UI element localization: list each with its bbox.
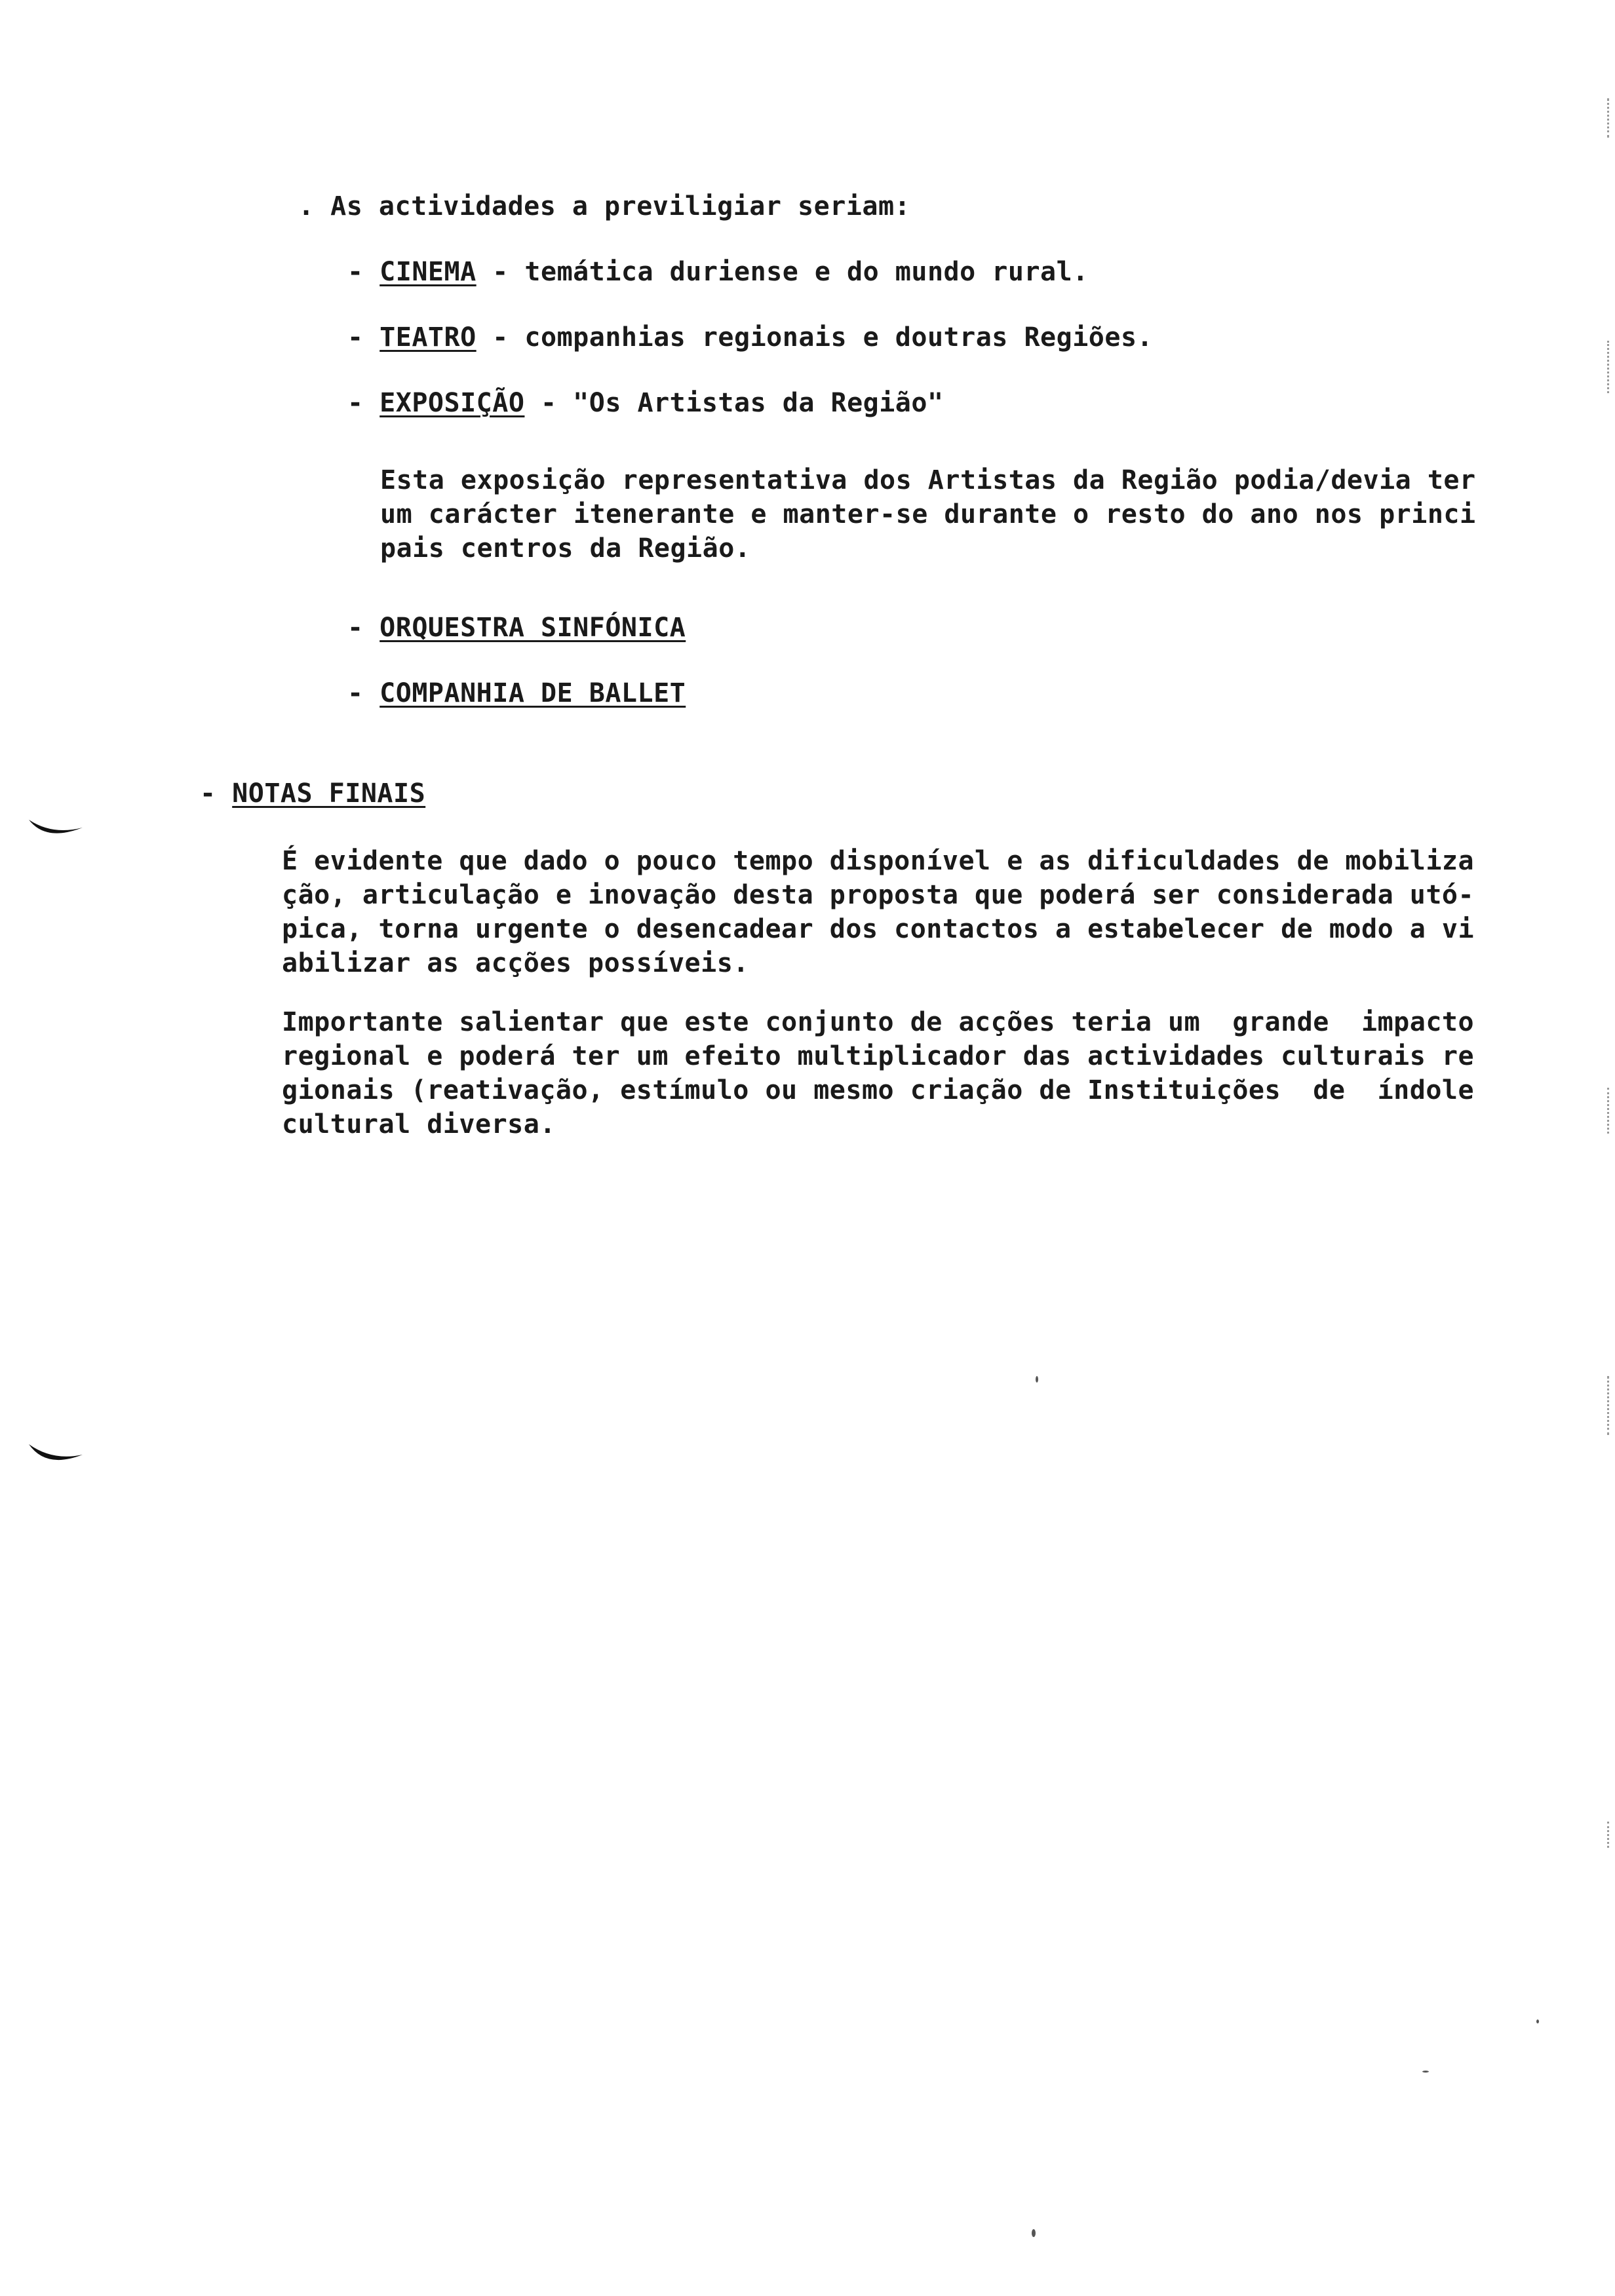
exposicao-note-line: pais centros da Região. bbox=[380, 533, 751, 564]
activities-intro: . As actividades a previligiar seriam: bbox=[298, 191, 911, 221]
activity-item-orquestra: - ORQUESTRA SINFÓNICA bbox=[347, 613, 686, 643]
final-notes-paragraph-line: pica, torna urgente o desencadear dos contactos a estabelecer de modo a vi bbox=[282, 914, 1475, 944]
activity-item-ballet: - COMPANHIA DE BALLET bbox=[347, 678, 686, 708]
scan-edge-mark bbox=[1607, 1376, 1612, 1435]
punch-hole-mark-bottom bbox=[26, 1442, 85, 1468]
activity-item-exposicao: - EXPOSIÇÃO - "Os Artistas da Região" bbox=[347, 388, 944, 418]
final-notes-paragraph-line: ção, articulação e inovação desta proposta que poderá ser considerada utó- bbox=[282, 880, 1475, 910]
punch-hole-mark-top bbox=[26, 816, 85, 842]
final-notes-paragraph-line: abilizar as acções possíveis. bbox=[282, 948, 749, 978]
scan-edge-mark bbox=[1607, 1088, 1612, 1134]
final-notes-paragraph-line: cultural diversa. bbox=[282, 1109, 556, 1139]
scan-speck bbox=[1032, 2229, 1036, 2237]
activity-description: - temática duriense e do mundo rural. bbox=[476, 257, 1089, 287]
activity-description: - companhias regionais e doutras Regiões. bbox=[476, 322, 1154, 353]
activity-label: COMPANHIA DE BALLET bbox=[379, 678, 686, 708]
scan-speck bbox=[1536, 2019, 1539, 2023]
activity-item-teatro: - TEATRO - companhias regionais e doutras Regiões. bbox=[347, 322, 1154, 353]
final-notes-paragraph-line: É evidente que dado o pouco tempo disponível e as dificuldades de mobiliza bbox=[282, 846, 1475, 876]
final-notes-paragraph-line: gionais (reativação, estímulo ou mesmo criação de Instituições de índole bbox=[282, 1075, 1475, 1105]
activity-label: TEATRO bbox=[379, 322, 477, 353]
activity-description: - "Os Artistas da Região" bbox=[524, 388, 944, 418]
exposicao-note-line: um carácter itenerante e manter-se durante o resto do ano nos princi bbox=[380, 499, 1476, 529]
section-title-text: NOTAS FINAIS bbox=[232, 778, 426, 809]
final-notes-paragraph-line: Importante salientar que este conjunto de acções teria um grande impacto bbox=[282, 1007, 1475, 1037]
exposicao-note-line: Esta exposição representativa dos Artistas da Região podia/devia ter bbox=[380, 465, 1476, 495]
activity-label: ORQUESTRA SINFÓNICA bbox=[379, 613, 686, 643]
activity-item-cinema: - CINEMA - temática duriense e do mundo rural. bbox=[347, 257, 1089, 287]
scan-edge-mark bbox=[1607, 1822, 1612, 1848]
scan-speck bbox=[1422, 2071, 1429, 2073]
scan-edge-mark bbox=[1607, 98, 1612, 138]
activity-label: EXPOSIÇÃO bbox=[379, 388, 525, 418]
scan-edge-mark bbox=[1607, 341, 1612, 393]
section-title: - NOTAS FINAIS bbox=[200, 778, 426, 809]
final-notes-paragraph-line: regional e poderá ter um efeito multiplicador das actividades culturais re bbox=[282, 1041, 1475, 1071]
scan-speck bbox=[1036, 1376, 1038, 1383]
activity-label: CINEMA bbox=[379, 257, 477, 287]
